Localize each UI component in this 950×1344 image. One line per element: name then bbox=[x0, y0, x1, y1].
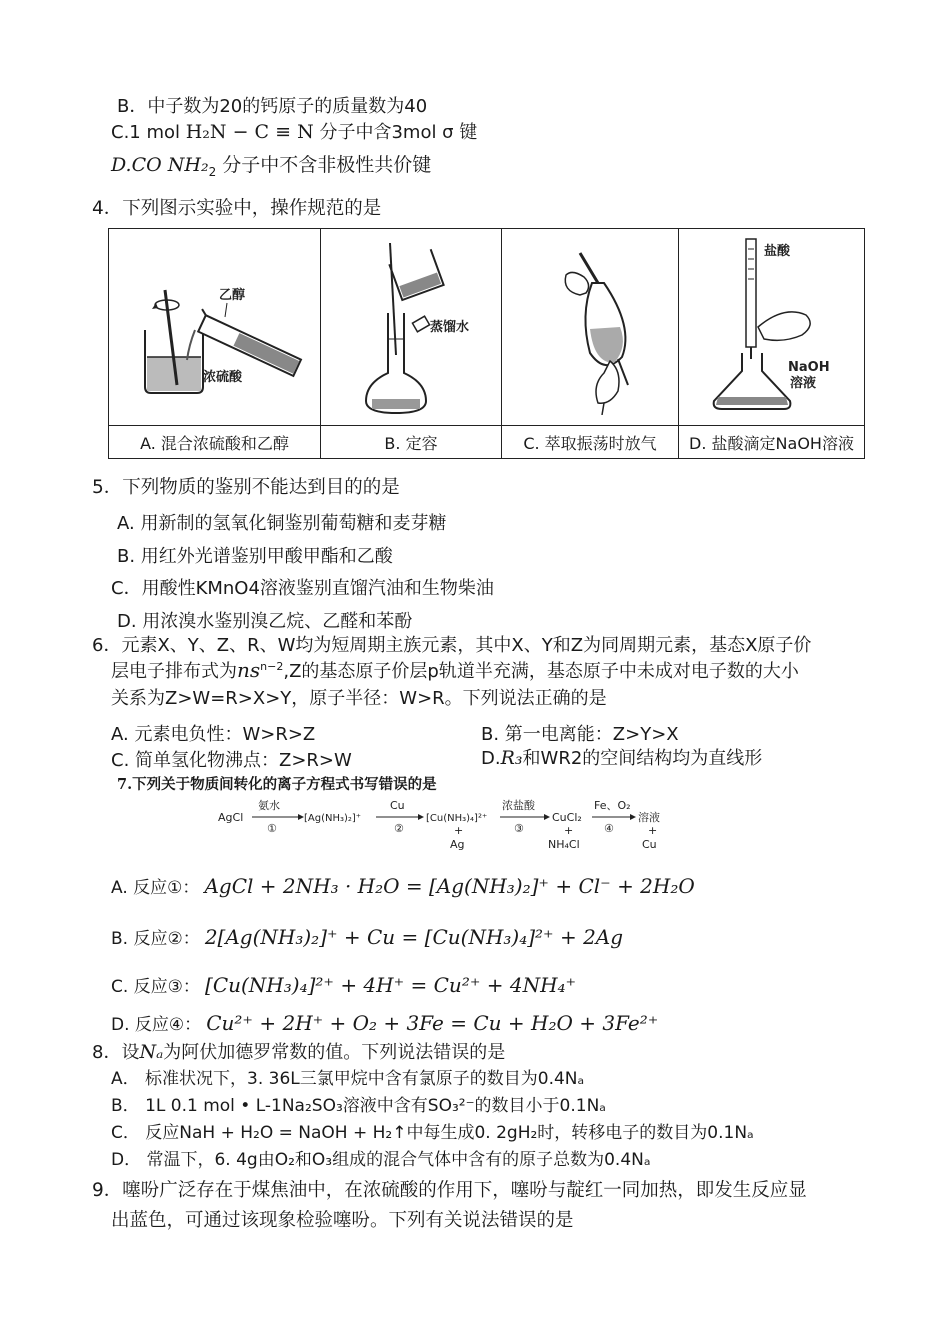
q8-option-c: C． 反应NaH + H₂O = NaOH + H₂↑中每生成0. 2gH₂时，转移电子的数目为0.1Nₐ bbox=[111, 1123, 754, 1143]
q3-option-d-text: 分子中不含非极性共价键 bbox=[222, 154, 432, 176]
q4-caption-d: D. 盐酸滴定NaOH溶液 bbox=[679, 426, 865, 459]
q7-option-a bbox=[111, 873, 695, 898]
q4-figure-c bbox=[502, 229, 679, 426]
q8-stem bbox=[92, 1038, 505, 1064]
q9-stem-line-1: 9．噻吩广泛存在于煤焦油中，在浓硫酸的作用下，噻吩与靛红一同加热，即发生反应显 bbox=[92, 1180, 807, 1201]
scheme-cu: Cu bbox=[642, 838, 657, 851]
q4-stem: 4．下列图示实验中，操作规范的是 bbox=[92, 198, 382, 219]
scheme-agcl: AgCl bbox=[218, 811, 244, 824]
scheme-cucl2: CuCl₂ bbox=[552, 811, 582, 824]
scheme-step-2: ② bbox=[394, 822, 404, 835]
label-naoh: NaOH bbox=[787, 360, 830, 375]
q8-option-d: D． 常温下，6. 4g由O₂和O₃组成的混合气体中含有的原子总数为0.4Nₐ bbox=[111, 1150, 651, 1170]
q6-config-sup: n−2 bbox=[260, 660, 284, 673]
scheme-solution: 溶液 bbox=[638, 811, 660, 824]
scheme-plus-1: + bbox=[454, 824, 464, 837]
q7-option-d-label: D. 反应④： bbox=[111, 1015, 202, 1035]
scheme-silver-ammonia: [Ag(NH₃)₂]⁺ bbox=[304, 813, 362, 824]
scheme-step-4: ④ bbox=[604, 822, 614, 835]
q7-option-b bbox=[111, 924, 623, 949]
q4-caption-c: C. 萃取振荡时放气 bbox=[502, 426, 679, 459]
q7-option-c-label: C. 反应③： bbox=[111, 977, 200, 997]
q7-option-a-equation: AgCl + 2NH₃ · H₂O = [Ag(NH₃)₂]⁺ + Cl⁻ + 2H₂O bbox=[204, 874, 695, 898]
q7-option-c bbox=[111, 972, 576, 997]
q5-option-c: C．用酸性KMnO4溶液鉴别直馏汽油和生物柴油 bbox=[111, 578, 494, 599]
label-conc-sulfuric-acid: 浓硫酸 bbox=[202, 370, 242, 385]
q3-option-c bbox=[111, 118, 477, 144]
q8-avogadro-symbol: Nₐ bbox=[139, 1041, 164, 1063]
q5-option-d: D. 用浓溴水鉴别溴乙烷、乙醛和苯酚 bbox=[117, 611, 413, 632]
q7-stem: 7.下列关于物质间转化的离子方程式书写错误的是 bbox=[117, 776, 437, 793]
q6-option-a: A. 元素电负性：W>R>Z bbox=[111, 724, 316, 745]
q4-caption-a: A. 混合浓硫酸和乙醇 bbox=[109, 426, 321, 459]
scheme-nh4cl: NH₄Cl bbox=[548, 838, 580, 851]
q6-stem-text-b: ,Z的基态原子价层p轨道半充满，基态原子中未成对电子数的大小 bbox=[283, 661, 799, 682]
q3-option-d bbox=[111, 150, 431, 179]
q6-option-d bbox=[481, 744, 762, 770]
q5-stem: 5．下列物质的鉴别不能达到目的的是 bbox=[92, 477, 400, 498]
q4-figure-d bbox=[679, 229, 865, 426]
q6-option-d-text: 和WR2的空间结构均为直线形 bbox=[522, 748, 763, 769]
scheme-copper-ammonia: [Cu(NH₃)₄]²⁺ bbox=[426, 813, 488, 824]
q6-option-d-formula: R₃ bbox=[500, 747, 523, 769]
scheme-arrow3-reagent: 浓盐酸 bbox=[502, 799, 535, 812]
q6-option-c: C. 简单氢化物沸点：Z>R>W bbox=[111, 750, 352, 771]
label-hydrochloric-acid: 盐酸 bbox=[763, 244, 790, 259]
scheme-plus-2: + bbox=[564, 824, 574, 837]
q3-option-d-sub: 2 bbox=[208, 164, 217, 179]
q4-caption-b: B. 定容 bbox=[321, 426, 502, 459]
q8-option-a: A． 标准状况下，3. 36L三氯甲烷中含有氯原子的数目为0.4Nₐ bbox=[111, 1069, 585, 1089]
q7-option-d bbox=[111, 1010, 658, 1035]
volumetric-flask-illustration bbox=[326, 235, 496, 415]
label-solution: 溶液 bbox=[789, 376, 816, 391]
q3-option-c-formula: H₂N − C ≡ N bbox=[185, 121, 314, 143]
q6-option-d-prefix: D. bbox=[481, 748, 501, 769]
q7-option-a-label: A. 反应①： bbox=[111, 878, 200, 898]
q5-option-a: A. 用新制的氢氧化铜鉴别葡萄糖和麦芽糖 bbox=[117, 513, 447, 534]
q7-option-c-equation: [Cu(NH₃)₄]²⁺ + 4H⁺ = Cu²⁺ + 4NH₄⁺ bbox=[205, 973, 577, 997]
q4-figure-a bbox=[109, 229, 321, 426]
q4-figure-b bbox=[321, 229, 502, 426]
q7-conversion-scheme bbox=[214, 796, 674, 854]
q5-option-b: B. 用红外光谱鉴别甲酸甲酯和乙酸 bbox=[117, 546, 393, 567]
q8-stem-text: 为阿伏加德罗常数的值。下列说法错误的是 bbox=[163, 1042, 506, 1063]
scheme-arrow4-reagent: Fe、O₂ bbox=[594, 799, 631, 812]
q8-stem-prefix: 8．设 bbox=[92, 1042, 140, 1063]
separatory-funnel-illustration bbox=[510, 235, 670, 415]
q6-stem-line-3: 关系为Z>W=R>X>Y，原子半径：W>R。下列说法正确的是 bbox=[111, 688, 607, 709]
q7-option-d-equation: Cu²⁺ + 2H⁺ + O₂ + 3Fe = Cu + H₂O + 3Fe²⁺ bbox=[206, 1011, 659, 1035]
scheme-step-1: ① bbox=[267, 822, 277, 835]
scheme-ag: Ag bbox=[450, 838, 465, 851]
titration-illustration bbox=[684, 235, 860, 415]
q8-option-b: B． 1L 0.1 mol • L-1Na₂SO₃溶液中含有SO₃²⁻的数目小于0.1Nₐ bbox=[111, 1096, 606, 1116]
scheme-arrow2-reagent: Cu bbox=[390, 799, 405, 812]
q6-stem-text-a: 层电子排布式为 bbox=[111, 661, 237, 682]
q3-option-c-prefix: C.1 mol bbox=[111, 122, 186, 143]
scheme-arrow1-reagent: 氨水 bbox=[258, 799, 280, 812]
q6-stem-line-1: 6．元素X、Y、Z、R、W均为短周期主族元素，其中X、Y和Z为同周期元素，基态X原子价 bbox=[92, 635, 812, 656]
q6-option-b: B. 第一电离能：Z>Y>X bbox=[481, 724, 679, 745]
label-ethanol: 乙醇 bbox=[218, 288, 245, 303]
q6-stem-line-2 bbox=[111, 657, 799, 683]
scheme-step-3: ③ bbox=[514, 822, 524, 835]
q7-option-b-equation: 2[Ag(NH₃)₂]⁺ + Cu = [Cu(NH₃)₄]²⁺ + 2Ag bbox=[204, 925, 624, 949]
q4-figure-table bbox=[108, 228, 865, 459]
q3-option-c-text: 分子中含3mol σ 键 bbox=[319, 122, 478, 143]
q3-option-b: B．中子数为20的钙原子的质量数为40 bbox=[117, 96, 428, 117]
q3-option-d-formula: D.CO NH₂ bbox=[111, 154, 209, 176]
mixing-apparatus-illustration bbox=[115, 235, 315, 415]
q7-option-b-label: B. 反应②： bbox=[111, 929, 200, 949]
label-distilled-water: 蒸馏水 bbox=[430, 320, 470, 335]
scheme-plus-3: + bbox=[648, 824, 658, 837]
q6-config-formula: ns bbox=[237, 658, 261, 682]
q9-stem-line-2: 出蓝色，可通过该现象检验噻吩。下列有关说法错误的是 bbox=[111, 1210, 574, 1231]
